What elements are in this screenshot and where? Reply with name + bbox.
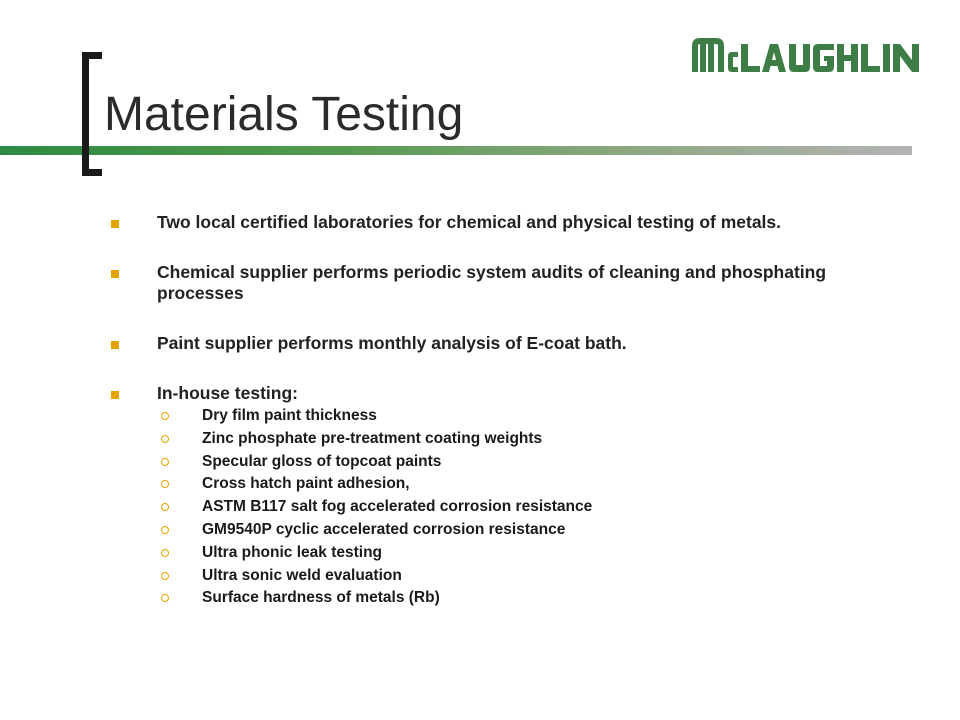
bullet-text: Paint supplier performs monthly analysis of E-coat bath. [157, 333, 627, 353]
square-bullet-icon [111, 220, 119, 228]
sub-bullet-item [157, 451, 868, 474]
ring-bullet-icon [161, 458, 169, 466]
square-bullet-icon [111, 270, 119, 278]
ring-bullet-icon [161, 435, 169, 443]
square-bullet-icon [111, 391, 119, 399]
bullet-item [108, 262, 868, 304]
sub-bullet-text: Surface hardness of metals (Rb) [202, 589, 440, 607]
ring-bullet-icon [161, 549, 169, 557]
bullet-item [108, 333, 868, 354]
sub-bullet-text: ASTM B117 salt fog accelerated corrosion resistance [202, 498, 593, 516]
sub-bullet-item [157, 473, 868, 496]
bullet-text: In-house testing: [157, 383, 298, 403]
ring-bullet-icon [161, 480, 169, 488]
sub-bullet-item [157, 496, 868, 519]
sub-bullet-text: Dry film paint thickness [202, 407, 377, 424]
bullet-text: Chemical supplier performs periodic system audits of cleaning and phosphating processes [157, 262, 827, 303]
ring-bullet-icon [161, 594, 169, 602]
sub-bullet-text: Ultra sonic weld evaluation [202, 566, 402, 584]
mclaughlin-logo [690, 36, 926, 74]
sub-bullet-text: Cross hatch paint adhesion, [202, 475, 410, 493]
ring-bullet-icon [161, 526, 169, 534]
sub-bullet-item [157, 405, 868, 428]
bullet-list [108, 212, 868, 610]
title-underline-rule [0, 146, 912, 155]
sub-bullet-item [157, 587, 868, 610]
sub-bullet-item [157, 519, 868, 542]
sub-bullet-item [157, 542, 868, 565]
bullet-item [108, 383, 868, 610]
title-bracket [82, 52, 102, 176]
ring-bullet-icon [161, 503, 169, 511]
bullet-item [108, 212, 868, 233]
sub-bullet-text: Zinc phosphate pre-treatment coating weights [202, 429, 543, 447]
sub-bullet-text: GM9540P cyclic accelerated corrosion resistance [202, 520, 566, 538]
ring-bullet-icon [161, 412, 169, 420]
sub-bullet-item [157, 428, 868, 451]
sub-bullet-item [157, 565, 868, 588]
ring-bullet-icon [161, 572, 169, 580]
square-bullet-icon [111, 341, 119, 349]
sub-bullet-text: Ultra phonic leak testing [202, 543, 383, 561]
slide-title: Materials Testing [104, 88, 464, 141]
in-house-testing-list [157, 405, 868, 610]
bullet-text: Two local certified laboratories for chemical and physical testing of metals. [157, 212, 782, 232]
sub-bullet-text: Specular gloss of topcoat paints [202, 452, 442, 470]
